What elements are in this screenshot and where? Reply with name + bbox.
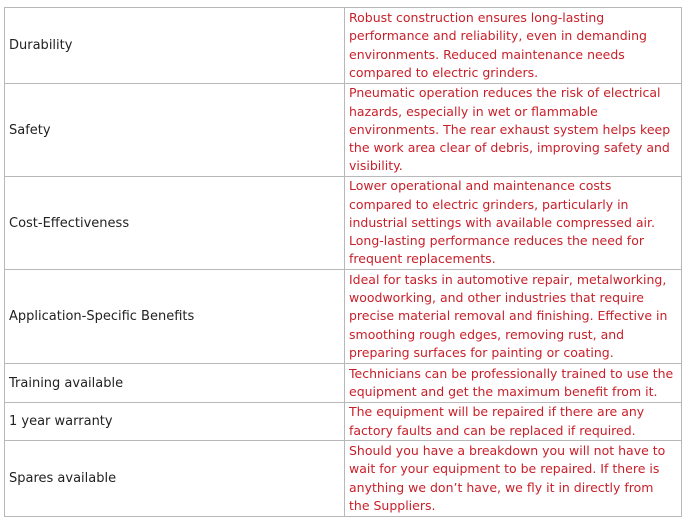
feature-description: The equipment will be repaired if there are any factory faults and can be replaced if required. [345, 403, 682, 441]
table-row [5, 177, 682, 270]
table-row [5, 84, 682, 177]
feature-label: Safety [5, 84, 345, 177]
features-table [4, 7, 682, 517]
feature-label: Cost-Effectiveness [5, 177, 345, 270]
table-row [5, 364, 682, 403]
feature-label: Spares available [5, 441, 345, 517]
feature-label: 1 year warranty [5, 403, 345, 441]
feature-label: Training available [5, 364, 345, 403]
feature-description: Robust construction ensures long-lasting performance and reliability, even in demanding environments. Reduced maintenance needs compared to electric grinders. [345, 8, 682, 84]
table-row [5, 403, 682, 441]
feature-description: Pneumatic operation reduces the risk of electrical hazards, especially in wet or flammable environments. The rear exhaust system helps keep the work area clear of debris, improving safety and visibility. [345, 84, 682, 177]
feature-description: Ideal for tasks in automotive repair, metalworking, woodworking, and other industries that require precise material removal and finishing. Effective in smoothing rough edges, removing rust, and preparing surfaces for painting or coating. [345, 270, 682, 364]
table-row [5, 8, 682, 84]
table-row [5, 441, 682, 517]
feature-description: Technicians can be professionally trained to use the equipment and get the maximum benefit from it. [345, 364, 682, 403]
feature-description: Lower operational and maintenance costs compared to electric grinders, particularly in industrial settings with available compressed air. Long-lasting performance reduces the need for frequent replacements. [345, 177, 682, 270]
feature-label: Application-Specific Benefits [5, 270, 345, 364]
table-row [5, 270, 682, 364]
feature-description: Should you have a breakdown you will not have to wait for your equipment to be repaired. If there is anything we don’t have, we fly it in directly from the Suppliers. [345, 441, 682, 517]
feature-label: Durability [5, 8, 345, 84]
